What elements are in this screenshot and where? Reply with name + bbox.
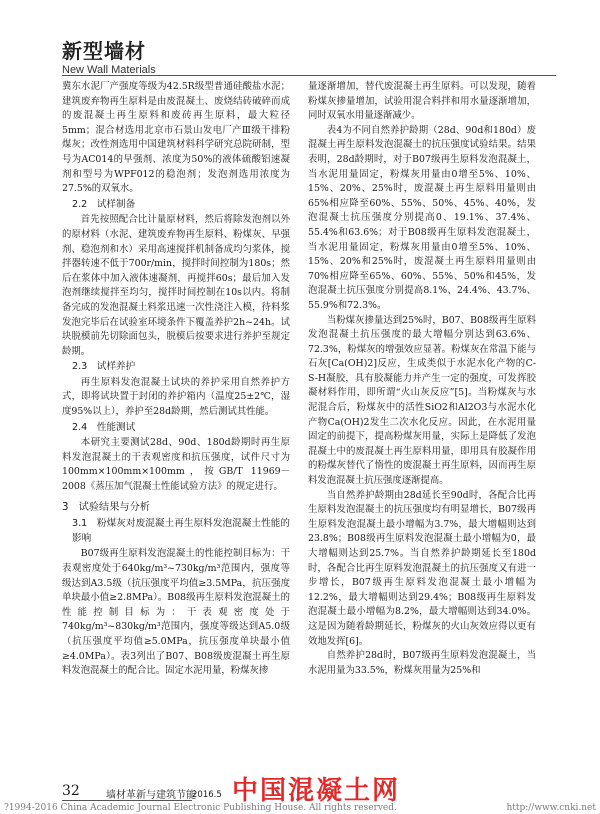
- copyright-bar: [4, 803, 596, 813]
- journal-header: [62, 40, 156, 76]
- paragraph: 本研究主要测试28d、90d、180d龄期时再生原料发泡混凝土的干表观密度和抗压强度，试件尺寸为100mm×100mm×100mm，按GB/T 11969－2008《蒸压加气混凝土性能试验方法》的规定进行。: [62, 437, 290, 493]
- footer-rule: [62, 800, 192, 801]
- source-url: http://www.cnki.net: [506, 803, 596, 813]
- paragraph: 当粉煤灰掺量达到25%时，B07、B08级再生原料发泡混凝土抗压强度的最大增幅分别达到63.6%、72.3%，粉煤灰的增强效应显著。粉煤灰在常温下能与石灰[Ca(OH)2]反应，生成类似于水泥水化产物的C-S-H凝胶，具有胶凝能力并产生一定的强度，可发挥胶凝材料作用，即所谓“火山灰反应”[5]。当粉煤灰与水泥混合后，粉煤灰中的活性SiO2和Al2O3与水泥水化产物Ca(OH)2发生二次水化反应。因此，在水泥用量固定的前提下，提高粉煤灰用量，实际上是降低了发泡混凝土中的废混凝土再生原料用量，即用具有胶凝作用的粉煤灰替代了惰性的废混凝土再生原料，因而再生原料发泡混凝土抗压强度逐渐提高。: [308, 314, 536, 487]
- paragraph: 再生原料发泡混凝土试块的养护采用自然养护方式，即将试块置于封闭的养护箱内（温度25±2℃，湿度95%以上），养护至28d龄期，然后测试其性能。: [62, 376, 290, 418]
- watermark: 中国混凝土网: [232, 776, 401, 806]
- section-heading: 2.4 性能测试: [72, 421, 136, 433]
- paragraph: 首先按照配合比计量原材料，然后将除发泡剂以外的原材料（水泥、建筑废弃物再生原料、粉煤灰、早强剂、稳泡剂和水）采用高速搅拌机制备成均匀浆体，搅拌器转速不低于700r/min，搅拌时间控制为180s；然后在浆体中加入液体速凝剂，再搅拌60s；最后加入发泡剂继续搅拌至均匀，搅拌时间控制在10s以内。将制备完成的发泡混凝土料浆迅速一次性浇注入模，待料浆发泡完毕后在试验室环境条件下覆盖养护2h~24h。试块脱模前先切除面包头，脱模后按要求进行养护至规定龄期。: [62, 214, 290, 357]
- right-column: [308, 80, 536, 780]
- left-column: [62, 80, 290, 780]
- paragraph: 表4为不同自然养护龄期（28d、90d和180d）废混凝土再生原料发泡混凝土的抗压强度试验结果。结果表明，28d龄期时，对于B07级再生原料发泡混凝土，当水泥用量固定，粉煤灰用量由0增至5%、10%、15%、20%、25%时，废混凝土再生原料用量则由65%相应降至60%、55%、50%、45%、40%，发泡混凝土抗压强度分别提高0、19.1%、37.4%、55.4%和63.6%；对于B08级再生原料发泡混凝土，当水泥用量固定，粉煤灰用量由0增至5%、10%、15%、20%和25%时，废混凝土再生原料用量则由70%相应降至65%、60%、55%、50%和45%，发泡混凝土抗压强度分别提高8.1%、24.4%、43.7%、55.9%和72.3%。: [308, 124, 536, 311]
- section-heading: 3.1 粉煤灰对废混凝土再生原料发泡混凝土性能的影响: [72, 518, 290, 544]
- page-number: 32: [62, 783, 80, 799]
- journal-title: 新型墙材: [62, 39, 146, 63]
- section-heading: 2.3 试样养护: [72, 361, 136, 373]
- section-heading: 2.2 试样制备: [72, 198, 136, 210]
- paragraph: 自然养护28d时，B07级再生原料发泡混凝土，当水泥用量为33.5%，粉煤灰用量为25%和: [308, 650, 536, 676]
- header-rule: [62, 75, 556, 76]
- copyright-text: ?1994-2016 China Academic Journal Electronic Publishing House. All rights reserved.: [4, 803, 397, 813]
- paragraph: 量逐渐增加，替代废混凝土再生原料。可以发现，随着粉煤灰掺量增加，试验用混合料拌和用水量逐渐增加，同时双氧水用量逐渐减少。: [308, 81, 536, 122]
- paragraph: B07级再生原料发泡混凝土的性能控制目标为：干表观密度处于640kg/m³~730kg/m³范围内，强度等级达到A3.5级（抗压强度平均值≥3.5MPa，抗压强度单块最小值≥2.8MPa）。B08级再生原料发泡混凝土的性能控制目标为：干表观密度处于740kg/m³~830kg/m³范围内，强度等级达到A5.0级（抗压强度平均值≥5.0MPa，抗压强度单块最小值≥4.0MPa）。表3列出了B07、B08级废混凝土再生原料发泡混凝土的配合比。固定水泥用量，粉煤灰掺: [62, 548, 290, 677]
- paragraph: 冀东水泥厂产强度等级为42.5R级型普通硅酸盐水泥；建筑废弃物再生原料是由废混凝土、废烧结砖破碎而成的废混凝土再生原料和废砖再生原料，最大粒径5mm；混合材选用北京市石景山发电厂产Ⅲ级干排粉煤灰；改性剂选用中国建筑材料科学研究总院研制，型号为AC014的早强剂、浓度为50%的液体硫酸铝速凝剂和型号为WPF012的稳泡剂；发泡剂选用浓度为27.5%的双氧水。: [62, 81, 290, 195]
- journal-name: 墙材革新与建筑节能: [106, 790, 196, 801]
- paragraph: 当自然养护龄期由28d延长至90d时，各配合比再生原料发泡混凝土的抗压强度均有明显增长，B07级再生原料发泡混凝土最小增幅为3.7%，最大增幅则达到23.8%；B08级再生原料发泡混凝土最小增幅为0，最大增幅则达到25.7%。当自然养护龄期延长至180d时，各配合比再生原料发泡混凝土的抗压强度又有进一步增长，B07级再生原料发泡混凝土最小增幅为12.2%，最大增幅则达到29.4%；B08级再生原料发泡混凝土最小增幅为8.2%，最大增幅则达到34.0%。这是因为随着龄期延长，粉煤灰的火山灰效应得以更有效地发挥[6]。: [308, 489, 536, 647]
- issue-number: 2016.5: [192, 790, 222, 800]
- journal-subtitle: New Wall Materials: [62, 64, 156, 76]
- chapter-heading: 3 试验结果与分析: [62, 501, 150, 513]
